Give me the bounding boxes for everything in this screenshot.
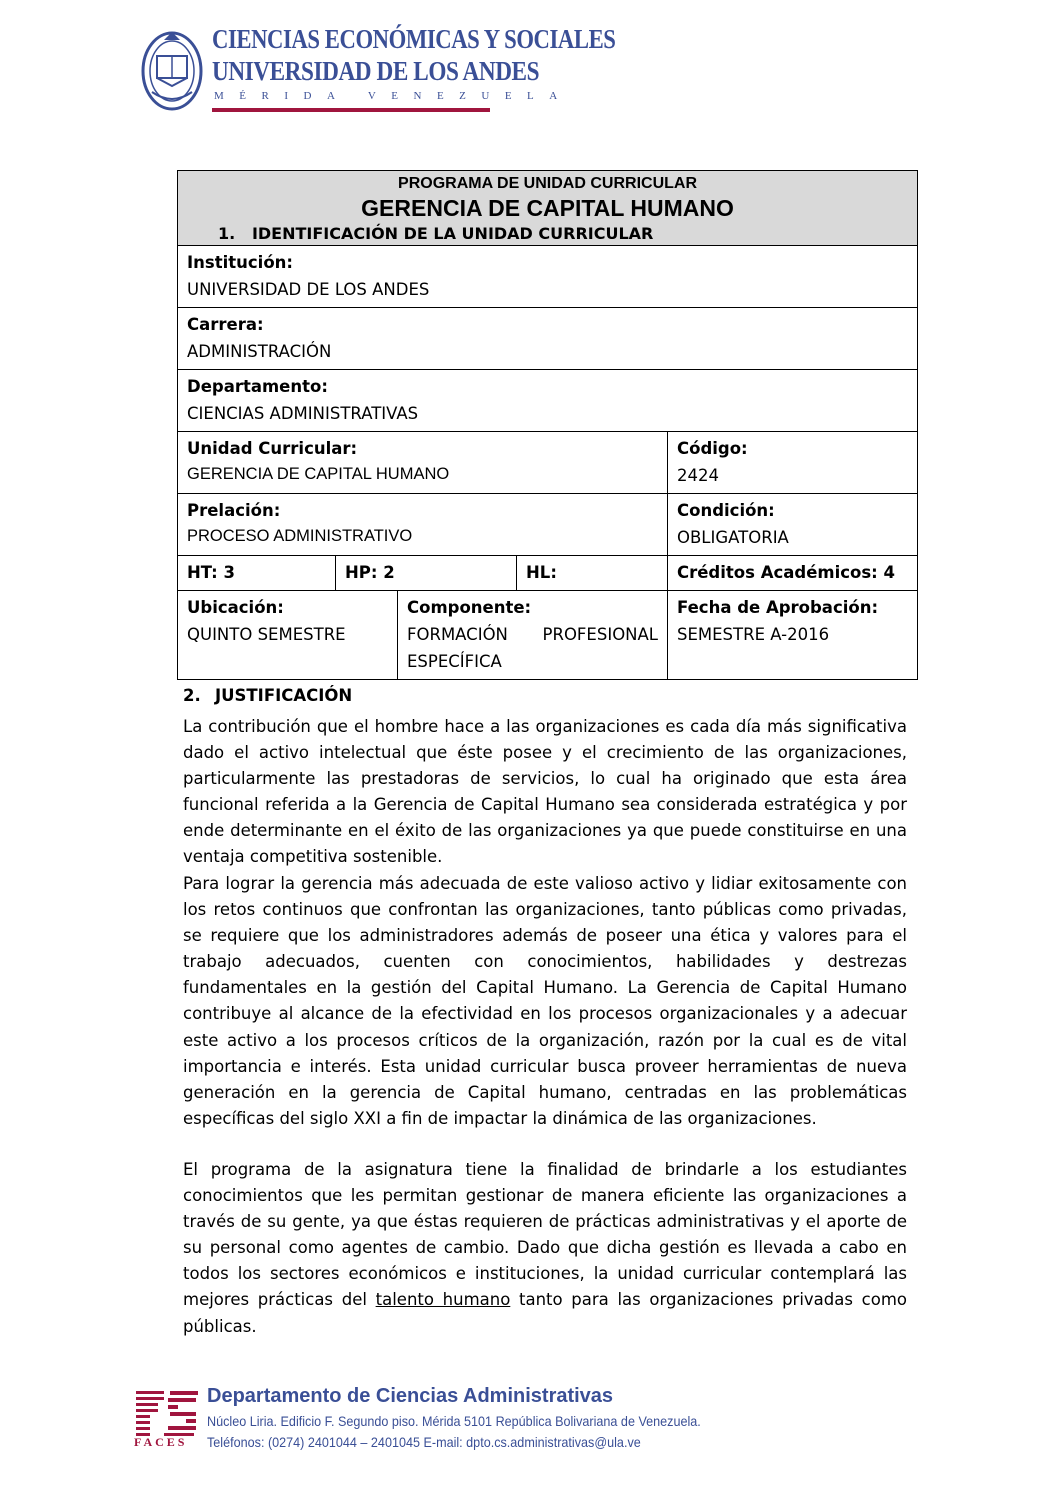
institucion-value: UNIVERSIDAD DE LOS ANDES xyxy=(187,280,430,299)
header-location: MÉRIDA VENEZUELA xyxy=(214,90,573,102)
faces-wordmark: FACES xyxy=(134,1435,188,1449)
justificacion-paragraph-1: La contribución que el hombre hace a las organizaciones es cada día más significativa dado el activo intelectual que éste posee y el crecimiento de las organizaciones, particularmente las prestadoras de servicios, lo cual ha originado que esta área funcional referida a la Gerencia de Capital Humano sea considerada estratégica y por ende determinante en el éxito de las organizaciones ya que puede constituirse en una ventaja competitiva sostenible. xyxy=(183,717,907,867)
hp-value: HP: 2 xyxy=(345,563,395,582)
departamento-cell xyxy=(178,370,918,432)
hl-cell xyxy=(517,556,668,591)
footer xyxy=(134,1385,734,1455)
unidad-curricular-value: GERENCIA DE CAPITAL HUMANO xyxy=(187,465,450,483)
componente-value: FORMACIÓN PROFESIONAL xyxy=(407,625,658,644)
ubicacion-label: Ubicación: xyxy=(187,598,284,617)
carrera-value: ADMINISTRACIÓN xyxy=(187,342,332,361)
codigo-cell xyxy=(668,432,918,494)
institucion-label: Institución: xyxy=(187,253,294,272)
ubicacion-value: QUINTO SEMESTRE xyxy=(187,625,346,644)
university-logo xyxy=(140,22,616,118)
footer-department: Departamento de Ciencias Administrativas xyxy=(207,1385,614,1407)
prelacion-cell xyxy=(178,494,668,556)
prelacion-value: PROCESO ADMINISTRATIVO xyxy=(187,527,413,545)
footer-address: Núcleo Liria. Edificio F. Segundo piso. Mérida 5101 República Bolivariana de Venezuela. xyxy=(207,1413,701,1429)
componente-label: Componente: xyxy=(407,598,532,617)
condicion-value: OBLIGATORIA xyxy=(677,528,789,547)
departamento-label: Departamento: xyxy=(187,377,328,396)
section-1-heading: 1. IDENTIFICACIÓN DE LA UNIDAD CURRICULAR xyxy=(218,224,654,243)
table-title-cell xyxy=(178,171,918,246)
institucion-cell xyxy=(178,246,918,308)
course-title: GERENCIA DE CAPITAL HUMANO xyxy=(361,195,734,221)
footer-contact: Teléfonos: (0274) 2401044 – 2401045 E-mail: dpto.cs.administrativas@ula.ve xyxy=(207,1434,641,1450)
faces-logo-icon xyxy=(134,1389,200,1437)
condicion-cell xyxy=(668,494,918,556)
codigo-label: Código: xyxy=(677,439,748,458)
talento-humano-text: talento humano xyxy=(375,1290,511,1310)
ubicacion-cell xyxy=(178,591,398,680)
carrera-label: Carrera: xyxy=(187,315,264,334)
prelacion-label: Prelación: xyxy=(187,501,281,520)
hl-value: HL: xyxy=(526,563,557,582)
header-divider xyxy=(212,108,490,112)
university-seal-icon xyxy=(140,26,204,112)
fecha-label: Fecha de Aprobación: xyxy=(677,598,879,617)
program-label: PROGRAMA DE UNIDAD CURRICULAR xyxy=(398,175,697,192)
creditos-cell xyxy=(668,556,918,591)
fecha-value: SEMESTRE A-2016 xyxy=(677,625,830,644)
identification-table xyxy=(177,170,918,680)
codigo-value: 2424 xyxy=(677,466,719,485)
justificacion-paragraph-2: Para lograr la gerencia más adecuada de este valioso activo y lidiar exitosamente con los retos continuos que confrontan las organizaciones, tanto públicas como privadas, se requiere que los administradores además de poseer una ética y valores para el trabajo adecuados, cuenten con conocimientos, habilidades y destrezas fundamentales en la gestión del Capital Humano. La Gerencia de Capital Humano contribuye al alcance de la efectividad en los procesos organizacionales y a adecuar este activo a los procesos críticos de la organización, razón por la cual es de vital importancia e interés. Esta unidad curricular busca proveer herramientas de nueva generación en la gerencia de Capital humano, centradas en las problemáticas específicas del siglo XXI a fin de impactar la dinámica de las organizaciones. xyxy=(183,874,907,1128)
condicion-label: Condición: xyxy=(677,501,775,520)
departamento-value: CIENCIAS ADMINISTRATIVAS xyxy=(187,404,419,423)
ht-value: HT: 3 xyxy=(187,563,235,582)
creditos-value: Créditos Académicos: 4 xyxy=(677,563,895,582)
section-2-heading: 2. JUSTIFICACIÓN xyxy=(183,686,353,705)
header-university: UNIVERSIDAD DE LOS ANDES xyxy=(212,56,540,86)
header-faculty: CIENCIAS ECONÓMICAS Y SOCIALES xyxy=(212,24,616,54)
fecha-cell xyxy=(668,591,918,680)
unidad-curricular-label: Unidad Curricular: xyxy=(187,439,358,458)
componente-cell xyxy=(398,591,668,680)
hp-cell xyxy=(336,556,517,591)
carrera-cell xyxy=(178,308,918,370)
unidad-curricular-cell xyxy=(178,432,668,494)
ht-cell xyxy=(178,556,336,591)
justificacion-paragraph-3: El programa de la asignatura tiene la finalidad de brindarle a los estudiantes conocimientos que les permitan gestionar de manera eficiente las organizaciones a través de su gente, ya que éstas requieren de prácticas administrativas y el aporte de su personal como agentes de cambio. Dado que dicha gestión es llevada a cabo en todos los sectores económicos e instituciones, la unidad curricular contemplará las mejores prácticas del talento humano tanto para las organizaciones privadas como públicas. xyxy=(183,1160,907,1336)
componente-value-cont: ESPECÍFICA xyxy=(407,652,502,671)
